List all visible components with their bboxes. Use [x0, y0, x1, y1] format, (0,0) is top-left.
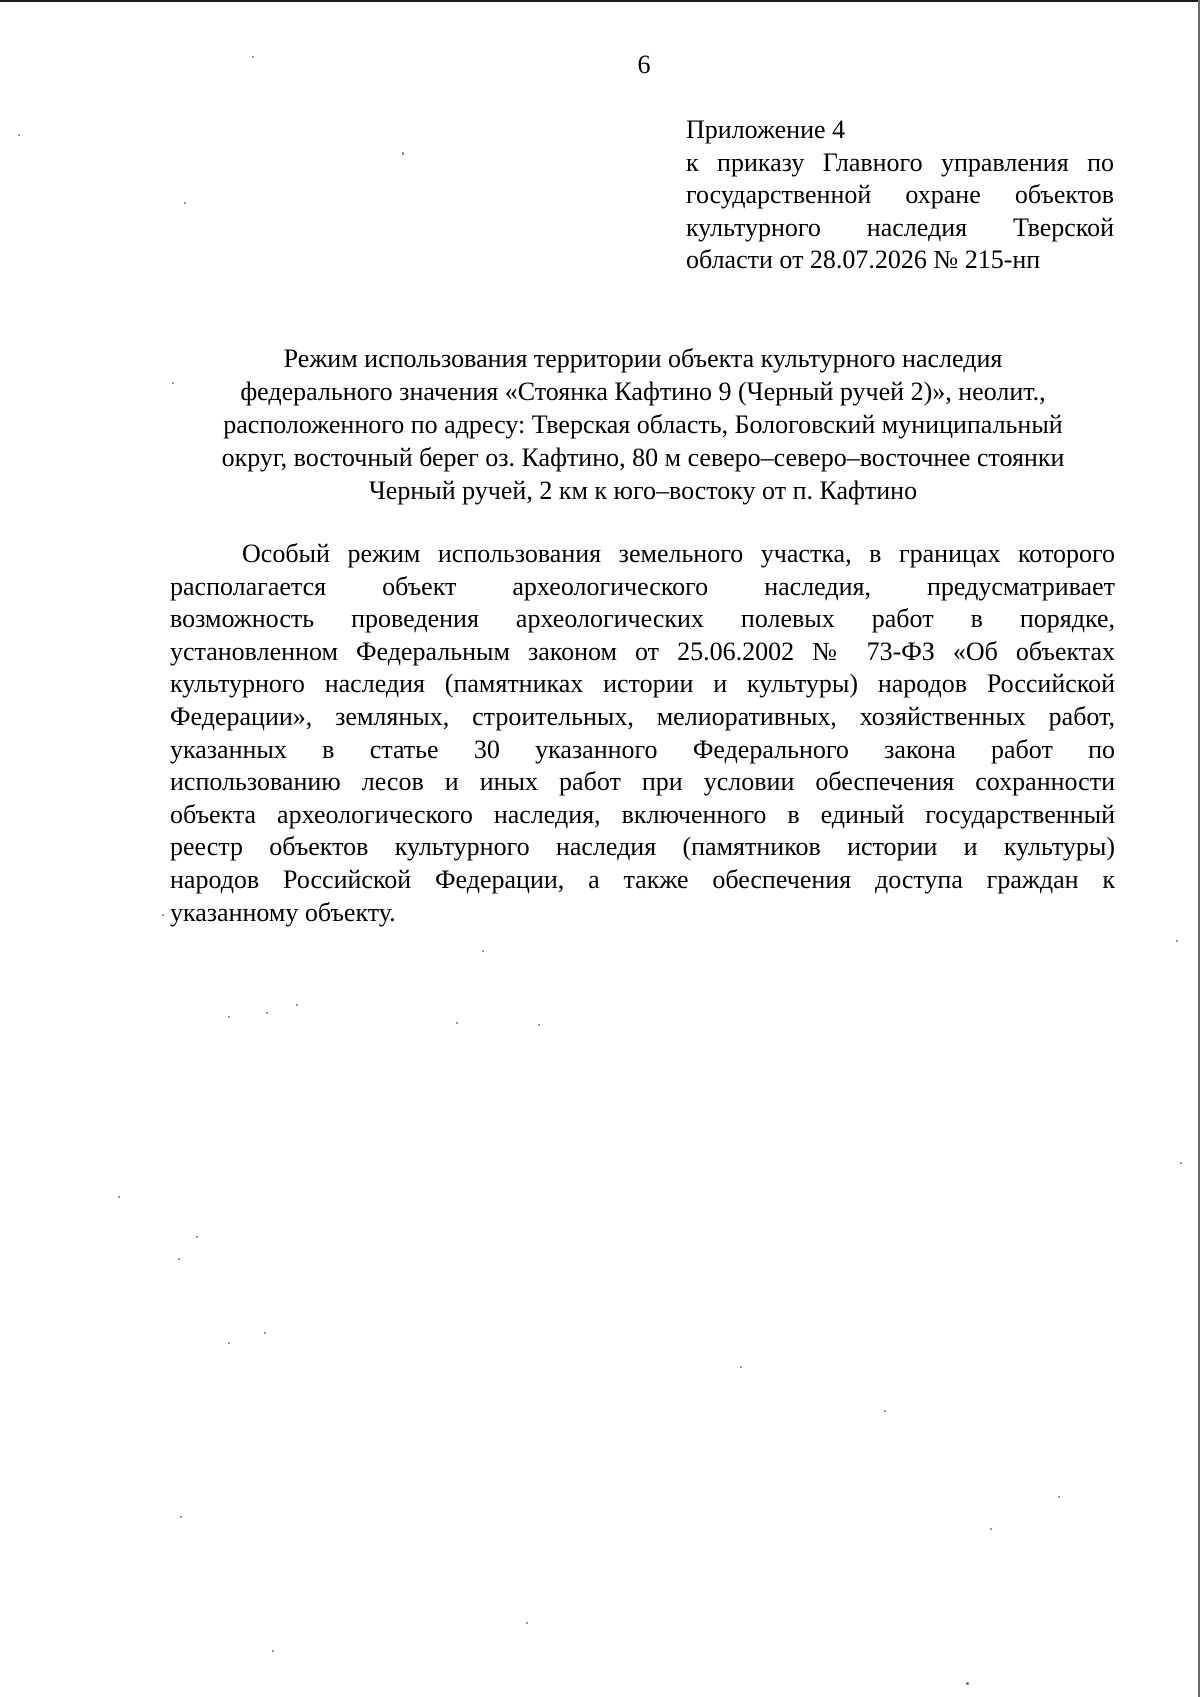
body-line: использованию лесов и иных работ при условии обеспечения сохранности — [170, 767, 1115, 797]
title-line: расположенного по адресу: Тверская область, Бологовский муниципальный — [223, 410, 1063, 439]
scan-speck — [196, 1236, 198, 1238]
scan-speck — [266, 1012, 268, 1014]
body-paragraph — [170, 538, 1115, 929]
appendix-line: к приказу Главного управления по — [686, 147, 1114, 177]
scan-speck — [538, 1024, 540, 1026]
body-line: Федерации», земляных, строительных, мелиоративных, хозяйственных работ, — [170, 701, 1115, 731]
appendix-line: области от 28.07.2026 № 215-нп — [686, 245, 1041, 274]
title-line: округ, восточный берег оз. Кафтино, 80 м северо–северо–восточнее стоянки — [221, 443, 1065, 472]
appendix-line: культурного наследия Тверской — [686, 212, 1114, 242]
scan-speck — [172, 382, 174, 384]
appendix-line: Приложение 4 — [686, 115, 846, 144]
scan-speck — [966, 1682, 969, 1685]
scan-speck — [272, 1650, 274, 1652]
scan-speck — [402, 152, 404, 155]
scan-speck — [228, 1016, 230, 1018]
title-line: федерального значения «Стоянка Кафтино 9 (Черный ручей 2)», неолит., — [240, 377, 1046, 406]
body-line: Особый режим использования земельного участка, в границах которого — [242, 539, 1115, 568]
scan-speck — [264, 1332, 266, 1334]
scan-speck — [990, 1528, 992, 1530]
scan-speck — [482, 950, 484, 952]
scan-speck — [1180, 1162, 1182, 1164]
body-line: располагается объект археологического наследия, предусматривает — [170, 571, 1115, 601]
scan-top-edge — [0, 0, 1200, 2]
body-line: установленном Федеральным законом от 25.06.2002 № 73-ФЗ «Об объектах — [170, 636, 1115, 666]
appendix-header — [686, 114, 1114, 277]
scan-speck — [884, 1410, 886, 1412]
scan-speck — [118, 1196, 120, 1198]
scan-speck — [184, 202, 186, 204]
body-line: объекта археологического наследия, включенного в единый государственный — [170, 799, 1115, 829]
scan-speck — [526, 1622, 528, 1624]
scan-speck — [296, 1004, 298, 1006]
body-line: указанных в статье 30 указанного Федерального закона работ по — [170, 734, 1115, 764]
body-line: культурного наследия (памятниках истории и культуры) народов Российской — [170, 669, 1115, 699]
scan-speck — [1058, 1496, 1060, 1498]
body-line: народов Российской Федерации, а также обеспечения доступа граждан к — [170, 864, 1115, 894]
body-line: возможность проведения археологических полевых работ в порядке, — [170, 604, 1115, 634]
scan-speck — [162, 914, 164, 916]
scan-speck — [178, 1258, 180, 1260]
page-number: 6 — [637, 50, 651, 79]
scan-speck — [252, 56, 254, 58]
body-line: реестр объектов культурного наследия (памятников истории и культуры) — [170, 832, 1115, 862]
scan-speck — [456, 1022, 458, 1024]
scan-speck — [18, 134, 20, 136]
title-line: Режим использования территории объекта культурного наследия — [283, 344, 1003, 373]
scan-speck — [180, 1516, 182, 1518]
title-line: Черный ручей, 2 км к юго–востоку от п. Кафтино — [368, 476, 918, 505]
body-line: указанному объекту. — [170, 897, 396, 927]
scan-speck — [740, 1366, 742, 1368]
scan-speck — [1176, 940, 1178, 942]
scan-speck — [228, 1342, 230, 1344]
appendix-line: государственной охране объектов — [686, 180, 1114, 209]
document-title — [170, 342, 1116, 507]
